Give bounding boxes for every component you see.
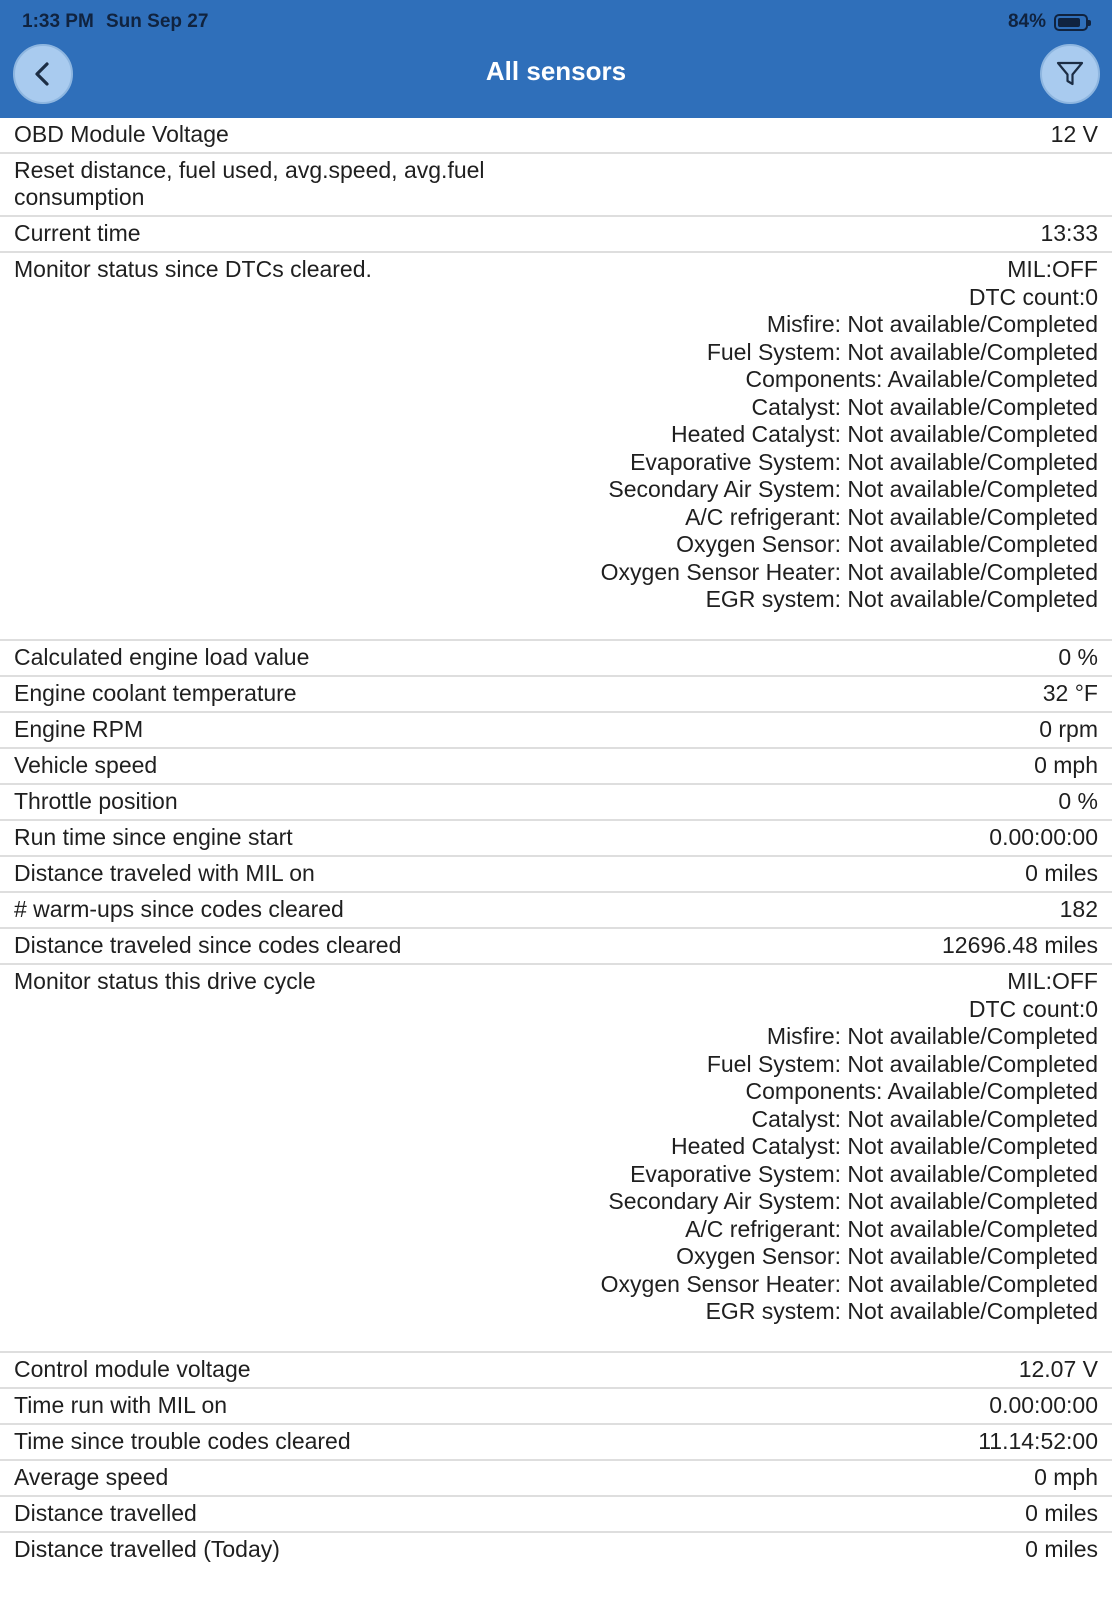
sensor-value: 12.07 V bbox=[1018, 1356, 1098, 1382]
sensor-label: Engine coolant temperature bbox=[14, 680, 297, 706]
monitor-value: A/C refrigerant: Not available/Completed bbox=[685, 1215, 1098, 1242]
sensor-row[interactable] bbox=[0, 1497, 1112, 1533]
sensor-value: 13:33 bbox=[1040, 220, 1098, 246]
sensor-value: 0 miles bbox=[1025, 1500, 1098, 1526]
sensor-label: Distance traveled since codes cleared bbox=[14, 932, 402, 958]
sensor-row[interactable] bbox=[0, 118, 1112, 154]
sensor-value: 32 °F bbox=[1042, 680, 1098, 706]
sensor-label: Average speed bbox=[14, 1464, 169, 1490]
monitor-value: MIL:OFF bbox=[1007, 256, 1098, 282]
battery-level-fill bbox=[1058, 18, 1080, 27]
sensor-label: Time since trouble codes cleared bbox=[14, 1428, 351, 1454]
monitor-value: DTC count:0 bbox=[968, 995, 1098, 1022]
sensor-value: 0 mph bbox=[1034, 752, 1098, 778]
monitor-value: EGR system: Not available/Completed bbox=[705, 586, 1098, 612]
sensor-row[interactable] bbox=[0, 677, 1112, 713]
monitor-value: Oxygen Sensor: Not available/Completed bbox=[676, 531, 1098, 557]
sensor-row[interactable] bbox=[0, 713, 1112, 749]
sensor-label: Vehicle speed bbox=[14, 752, 158, 778]
monitor-value: Misfire: Not available/Completed bbox=[766, 311, 1098, 337]
sensor-label: Throttle position bbox=[14, 788, 178, 814]
sensor-row[interactable] bbox=[0, 857, 1112, 893]
sensor-value: 0 mph bbox=[1034, 1464, 1098, 1490]
monitor-value: Heated Catalyst: Not available/Completed bbox=[670, 421, 1098, 447]
sensor-label: Distance travelled bbox=[14, 1500, 197, 1526]
monitor-value: A/C refrigerant: Not available/Completed bbox=[685, 503, 1098, 530]
battery-icon bbox=[1054, 14, 1088, 31]
monitor-value: Catalyst: Not available/Completed bbox=[751, 1105, 1098, 1132]
sensor-label: Time run with MIL on bbox=[14, 1392, 228, 1418]
monitor-status-row[interactable] bbox=[0, 965, 1112, 1353]
sensor-label: # warm-ups since codes cleared bbox=[14, 896, 344, 922]
status-date: Sun Sep 27 bbox=[106, 11, 209, 32]
sensor-value: 182 bbox=[1059, 896, 1098, 922]
battery-percent: 84% bbox=[1007, 11, 1046, 32]
sensor-value: 0 miles bbox=[1025, 860, 1098, 886]
monitor-status-values bbox=[601, 256, 1098, 614]
monitor-status-values bbox=[601, 968, 1098, 1326]
filter-button[interactable] bbox=[1040, 44, 1100, 104]
monitor-value: Fuel System: Not available/Completed bbox=[706, 1050, 1098, 1077]
monitor-value: Oxygen Sensor: Not available/Completed bbox=[676, 1243, 1098, 1269]
sensor-value: 0 % bbox=[1058, 788, 1098, 814]
monitor-value: Components: Available/Completed bbox=[745, 1078, 1098, 1104]
sensor-label: Current time bbox=[14, 220, 141, 246]
sensor-row[interactable] bbox=[0, 1425, 1112, 1461]
sensor-row[interactable] bbox=[0, 1533, 1112, 1569]
sensor-value: 0.00:00:00 bbox=[989, 1392, 1098, 1418]
sensor-row[interactable] bbox=[0, 1353, 1112, 1389]
monitor-value: Oxygen Sensor Heater: Not available/Completed bbox=[600, 558, 1098, 585]
sensor-row[interactable] bbox=[0, 217, 1112, 253]
sensor-label: Distance travelled (Today) bbox=[14, 1536, 280, 1562]
sensor-label: Distance traveled with MIL on bbox=[14, 860, 315, 886]
sensor-row[interactable] bbox=[0, 821, 1112, 857]
sensor-label: Reset distance, fuel used, avg.speed, avg.fuel consumption bbox=[14, 157, 485, 210]
filter-funnel-icon bbox=[1054, 58, 1086, 90]
sensor-label: Control module voltage bbox=[14, 1356, 251, 1382]
reset-row[interactable] bbox=[0, 154, 1112, 217]
sensor-row[interactable] bbox=[0, 785, 1112, 821]
monitor-value: Secondary Air System: Not available/Completed bbox=[608, 1188, 1098, 1214]
sensor-label: Monitor status this drive cycle bbox=[14, 968, 316, 994]
sensor-row[interactable] bbox=[0, 749, 1112, 785]
sensor-value: 0 rpm bbox=[1039, 716, 1098, 742]
sensor-label: Engine RPM bbox=[14, 716, 144, 742]
sensor-row[interactable] bbox=[0, 893, 1112, 929]
sensor-row[interactable] bbox=[0, 929, 1112, 965]
monitor-value: Secondary Air System: Not available/Completed bbox=[608, 476, 1098, 502]
status-bar bbox=[0, 0, 1112, 44]
sensor-list[interactable] bbox=[0, 118, 1112, 1569]
header-bar bbox=[0, 0, 1112, 118]
sensor-value: 0 % bbox=[1058, 644, 1098, 670]
sensor-label: Calculated engine load value bbox=[14, 644, 310, 670]
monitor-value: Heated Catalyst: Not available/Completed bbox=[670, 1133, 1098, 1159]
sensor-value: 11.14:52:00 bbox=[978, 1428, 1098, 1454]
page-title: All sensors bbox=[485, 56, 627, 86]
monitor-value: Evaporative System: Not available/Completed bbox=[630, 448, 1098, 475]
sensor-row[interactable] bbox=[0, 641, 1112, 677]
sensor-row[interactable] bbox=[0, 1461, 1112, 1497]
sensor-label: Run time since engine start bbox=[14, 824, 293, 850]
monitor-value: Oxygen Sensor Heater: Not available/Completed bbox=[600, 1270, 1098, 1297]
monitor-value: Misfire: Not available/Completed bbox=[766, 1023, 1098, 1049]
sensor-label: OBD Module Voltage bbox=[14, 121, 229, 147]
monitor-value: MIL:OFF bbox=[1007, 968, 1098, 994]
sensor-value: 12 V bbox=[1050, 121, 1098, 147]
monitor-value: Evaporative System: Not available/Completed bbox=[630, 1160, 1098, 1187]
sensor-row[interactable] bbox=[0, 1389, 1112, 1425]
monitor-value: Fuel System: Not available/Completed bbox=[706, 338, 1098, 365]
sensor-value: 0 miles bbox=[1025, 1536, 1098, 1562]
sensor-label: Monitor status since DTCs cleared. bbox=[14, 256, 372, 282]
monitor-value: EGR system: Not available/Completed bbox=[705, 1298, 1098, 1324]
monitor-value: Components: Available/Completed bbox=[745, 366, 1098, 392]
monitor-value: DTC count:0 bbox=[968, 283, 1098, 310]
monitor-value: Catalyst: Not available/Completed bbox=[751, 393, 1098, 420]
sensor-value: 12696.48 miles bbox=[942, 932, 1098, 958]
sensor-value: 0.00:00:00 bbox=[989, 824, 1098, 850]
monitor-status-row[interactable] bbox=[0, 253, 1112, 641]
status-time: 1:33 PM bbox=[22, 11, 94, 32]
